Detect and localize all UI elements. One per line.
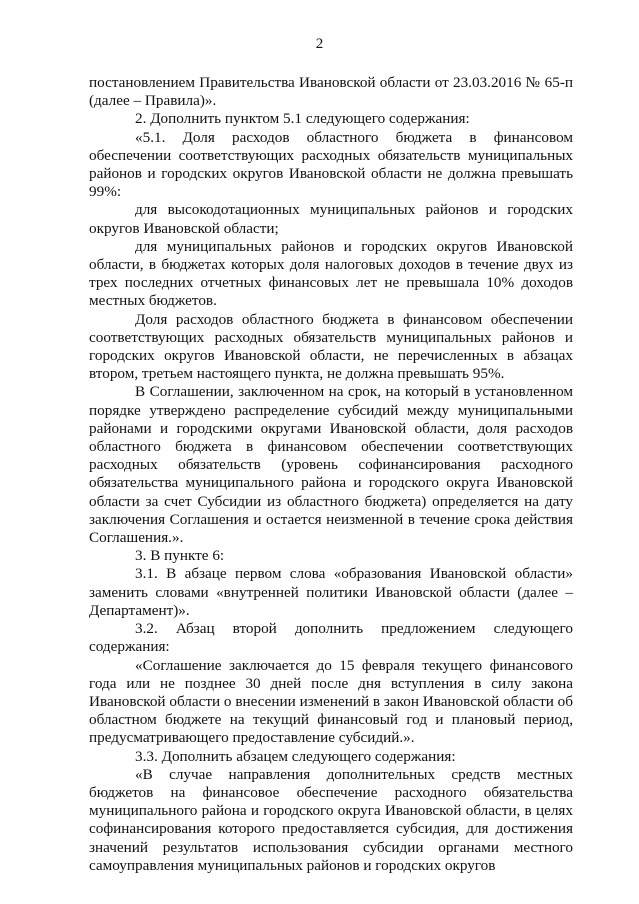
paragraph: «Соглашение заключается до 15 февраля текущего финансового года или не позднее 30 дней после дня вступления в силу закона Ивановской области о внесении изменений в закон Ивановской области об областном бюджете на текущий финансовый год и плановый период, предусматривающего предоставление субсидий.». (89, 656, 573, 747)
paragraph: 3.1. В абзаце первом слова «образования Ивановской области» заменить словами «внутренней политики Ивановской области (далее – Департамент)». (89, 565, 573, 619)
paragraph: 3.3. Дополнить абзацем следующего содержания: (135, 747, 456, 765)
paragraph: для муниципальных районов и городских округов Ивановской области, в бюджетах которых доля налоговых доходов в течение двух из трех последних отчетных финансовых лет не превышала 10% доходов местных бюджетов. (89, 237, 573, 310)
paragraph: 3.2. Абзац второй дополнить предложением следующего содержания: (89, 620, 573, 656)
page-number: 2 (315, 36, 324, 52)
paragraph: «5.1. Доля расходов областного бюджета в финансовом обеспечении соответствующих расходных обязательств муниципальных районов и городских округов Ивановской области не должна превышать 99%: (89, 128, 573, 201)
paragraph: 3. В пункте 6: (135, 547, 225, 565)
paragraph: Доля расходов областного бюджета в финансовом обеспечении соответствующих расходных обязательств муниципальных районов и городских округов Ивановской области, не перечисленных в абзацах втором, третьем настоящего пункта, не должна превышать 95%. (89, 310, 573, 383)
document-body (89, 74, 573, 875)
paragraph: 2. Дополнить пунктом 5.1 следующего содержания: (135, 110, 470, 128)
paragraph: В Соглашении, заключенном на срок, на который в установленном порядке утверждено распределение субсидий между муниципальными районами и городскими округами Ивановской области, доля расходов областного бюджета в финансовом обеспечении соответствующих расходных обязательств (уровень софинансирования расходного обязательства муниципального района и городского округа Ивановской области за счет Субсидии из областного бюджета) определяется на дату заключения Соглашения и остается неизменной в течение срока действия Соглашения.». (89, 383, 573, 547)
paragraph: «В случае направления дополнительных средств местных бюджетов на финансовое обеспечение расходного обязательства муниципального района и городского округа Ивановской области, в целях софинансирования которого предоставляется субсидия, для достижения значений результатов использования субсидии органами местного самоуправления муниципальных районов и городских округов (89, 765, 573, 874)
paragraph: постановлением Правительства Ивановской области от 23.03.2016 № 65-п (далее – Правила)». (89, 74, 573, 110)
paragraph: для высокодотационных муниципальных районов и городских округов Ивановской области; (89, 201, 573, 237)
